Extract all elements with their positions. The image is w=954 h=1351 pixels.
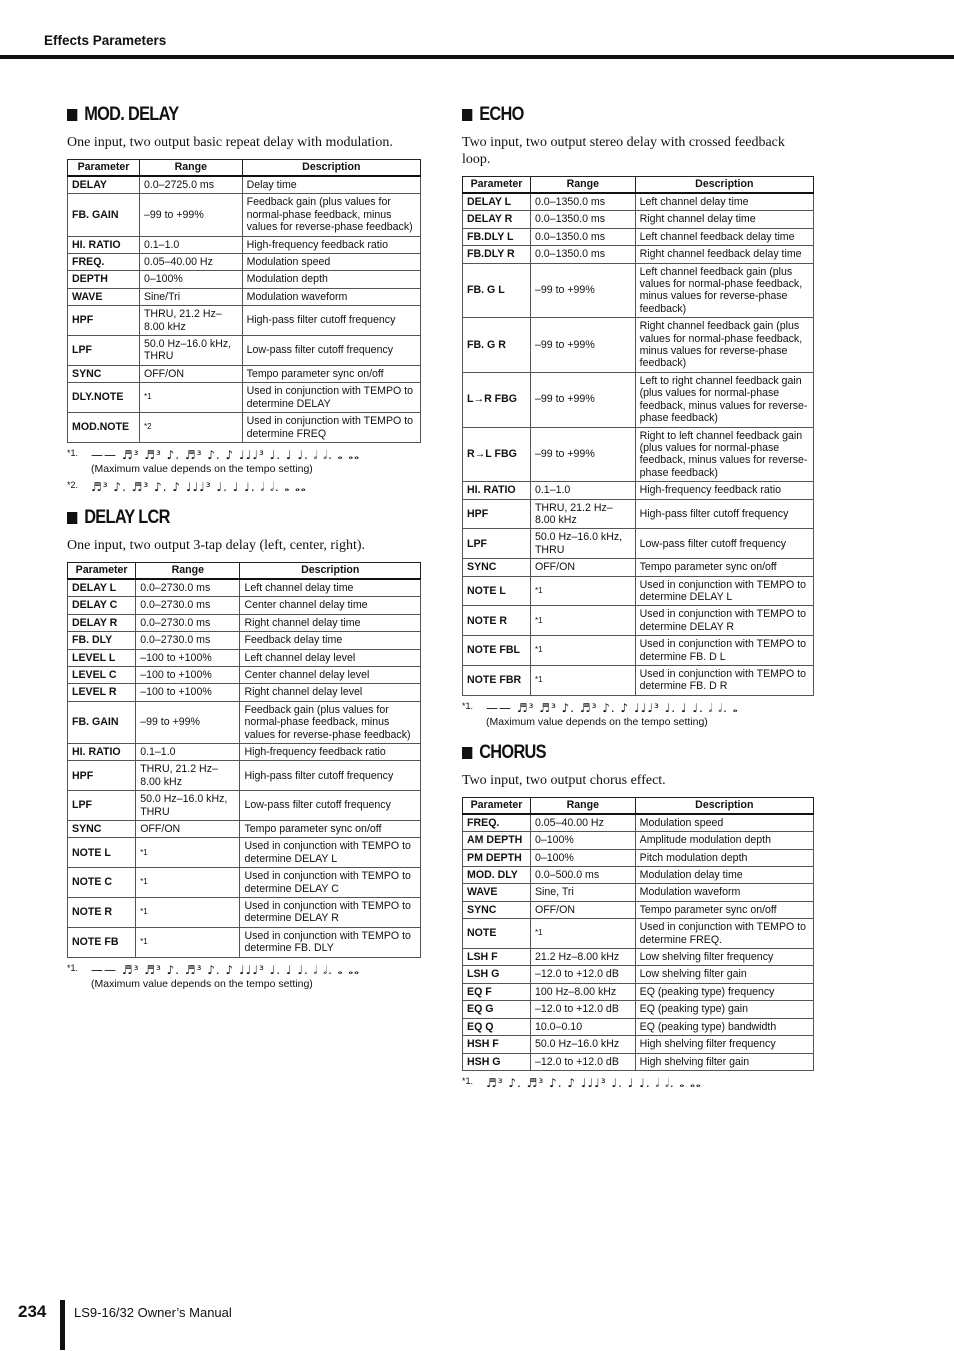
param-name: NOTE — [463, 919, 531, 949]
table-row — [463, 559, 814, 576]
table-row — [463, 211, 814, 228]
table-row — [68, 868, 421, 898]
param-range: 0.0–2730.0 ms — [136, 597, 240, 614]
param-description: Left channel delay level — [240, 649, 421, 666]
param-name: SYNC — [68, 365, 140, 382]
table-row — [463, 529, 814, 559]
table-row — [68, 684, 421, 701]
param-description: Tempo parameter sync on/off — [242, 365, 420, 382]
table-row — [463, 919, 814, 949]
param-description: Right channel delay time — [635, 211, 813, 228]
table-row — [463, 1001, 814, 1018]
param-name: HPF — [68, 761, 136, 791]
header-description: Description — [635, 797, 813, 814]
param-range: THRU, 21.2 Hz–8.00 kHz — [139, 306, 242, 336]
table-row — [463, 814, 814, 832]
table-row — [68, 597, 421, 614]
param-range: *2 — [139, 413, 242, 443]
param-range: 100 Hz–8.00 kHz — [530, 983, 635, 1000]
header-range: Range — [136, 562, 240, 579]
param-range: OFF/ON — [136, 821, 240, 838]
param-description: High-frequency feedback ratio — [242, 236, 420, 253]
param-name: MOD.NOTE — [68, 413, 140, 443]
param-range: 0–100% — [530, 849, 635, 866]
param-name: DELAY L — [68, 579, 136, 597]
param-description: Used in conjunction with TEMPO to determine FREQ. — [635, 919, 813, 949]
param-name: NOTE FB — [68, 927, 136, 957]
table-row — [68, 649, 421, 666]
param-description: EQ (peaking type) bandwidth — [635, 1018, 813, 1035]
param-range: 0.0–2730.0 ms — [136, 579, 240, 597]
mod-delay-section — [67, 104, 421, 495]
param-name: FB. G L — [463, 263, 531, 318]
param-name: HSH F — [463, 1036, 531, 1053]
param-table — [462, 797, 814, 1071]
footnote-text: (Maximum value depends on the tempo setting) — [91, 462, 313, 475]
param-range: 50.0 Hz–16.0 kHz, THRU — [530, 529, 635, 559]
param-range: *1 — [139, 383, 242, 413]
section-title-text: CHORUS — [479, 741, 546, 763]
footnote-label: *2. — [67, 479, 79, 490]
header-parameter: Parameter — [68, 160, 140, 177]
param-name: FB.DLY L — [463, 228, 531, 245]
param-name: L→R FBG — [463, 372, 531, 427]
param-description: Modulation depth — [242, 271, 420, 288]
param-description: Used in conjunction with TEMPO to determine DELAY — [242, 383, 420, 413]
param-name: SYNC — [68, 821, 136, 838]
section-description: One input, two output basic repeat delay with modulation. — [67, 135, 393, 150]
param-description: Delay time — [242, 176, 420, 194]
table-row — [68, 743, 421, 760]
param-range: –12.0 to +12.0 dB — [530, 1053, 635, 1070]
param-description: Modulation speed — [242, 254, 420, 271]
param-range: 0.1–1.0 — [139, 236, 242, 253]
param-range: 0.0–1350.0 ms — [530, 246, 635, 263]
param-description: Pitch modulation depth — [635, 849, 813, 866]
param-description: Low-pass filter cutoff frequency — [242, 336, 420, 366]
page-header-title: Effects Parameters — [44, 33, 167, 48]
table-row — [463, 1018, 814, 1035]
section-title — [67, 507, 371, 529]
table-row — [463, 849, 814, 866]
header-parameter: Parameter — [68, 562, 136, 579]
square-bullet-icon — [462, 109, 472, 121]
param-range: *1 — [136, 898, 240, 928]
header-parameter: Parameter — [463, 797, 531, 814]
param-name: LSH F — [463, 949, 531, 966]
footnote-1 — [67, 963, 421, 990]
param-range: 0.0–1350.0 ms — [530, 228, 635, 245]
note-symbols: —— ♬³ ♬³ ♪. ♬³ ♪. ♪ ♩♩♩³ ♩. ♩ ♩. 𝅗𝅥 𝅗𝅥. 𝅝 𝅝𝅝 — [91, 447, 360, 462]
param-name: FB. DLY — [68, 632, 136, 649]
param-name: PM DEPTH — [463, 849, 531, 866]
param-range: 0.1–1.0 — [136, 743, 240, 760]
param-name: HI. RATIO — [68, 743, 136, 760]
param-description: Right channel feedback delay time — [635, 246, 813, 263]
param-range: –100 to +100% — [136, 684, 240, 701]
table-row — [463, 499, 814, 529]
section-description: One input, two output 3-tap delay (left, center, right). — [67, 537, 366, 553]
param-range: 50.0 Hz–16.0 kHz, THRU — [136, 791, 240, 821]
note-symbols: ♬³ ♪. ♬³ ♪. ♪ ♩♩♩³ ♩. ♩ ♩. 𝅗𝅥 𝅗𝅥. 𝅝 𝅝𝅝 — [486, 1075, 702, 1090]
table-row — [463, 983, 814, 1000]
param-description: Left channel feedback delay time — [635, 228, 813, 245]
param-description: Used in conjunction with TEMPO to determine FREQ — [242, 413, 420, 443]
param-description: Used in conjunction with TEMPO to determine FB. D R — [635, 666, 813, 696]
param-description: Tempo parameter sync on/off — [635, 559, 813, 576]
param-description: Right channel delay level — [240, 684, 421, 701]
param-range: *1 — [136, 868, 240, 898]
delay-lcr-section — [67, 507, 421, 990]
param-range: THRU, 21.2 Hz–8.00 kHz — [136, 761, 240, 791]
param-description: Used in conjunction with TEMPO to determine DELAY C — [240, 868, 421, 898]
param-name: EQ F — [463, 983, 531, 1000]
param-description: Tempo parameter sync on/off — [240, 821, 421, 838]
table-row — [463, 832, 814, 849]
table-row — [463, 482, 814, 499]
table-row — [463, 867, 814, 884]
footnote-1 — [67, 448, 421, 475]
footnote-label: *1. — [462, 1075, 474, 1086]
param-table — [67, 159, 421, 443]
param-description: High-pass filter cutoff frequency — [240, 761, 421, 791]
param-name: NOTE FBR — [463, 666, 531, 696]
table-row — [68, 236, 421, 253]
param-range: *1 — [530, 666, 635, 696]
footnote-1 — [462, 701, 814, 728]
table-row — [68, 579, 421, 597]
chorus-section — [462, 742, 814, 1091]
param-name: HI. RATIO — [68, 236, 140, 253]
square-bullet-icon — [67, 109, 77, 121]
param-description: Feedback gain (plus values for normal-phase feedback, minus values for reverse-phase feedback) — [242, 194, 420, 236]
param-name: FB. GAIN — [68, 701, 136, 743]
param-range: OFF/ON — [530, 901, 635, 918]
param-range: *1 — [530, 576, 635, 606]
param-range: 0.0–2730.0 ms — [136, 632, 240, 649]
param-description: Modulation waveform — [242, 288, 420, 305]
section-title-text: DELAY LCR — [84, 506, 170, 528]
param-name: DELAY R — [68, 614, 136, 631]
note-symbols: —— ♬³ ♬³ ♪. ♬³ ♪. ♪ ♩♩♩³ ♩. ♩ ♩. 𝅗𝅥 𝅗𝅥. 𝅝 — [486, 700, 739, 715]
table-header-row — [68, 562, 421, 579]
table-row — [68, 413, 421, 443]
table-row — [68, 666, 421, 683]
table-row — [463, 576, 814, 606]
footnote-text: (Maximum value depends on the tempo setting) — [91, 977, 313, 990]
table-row — [463, 193, 814, 211]
param-name: LEVEL C — [68, 666, 136, 683]
param-description: High-pass filter cutoff frequency — [635, 499, 813, 529]
param-range: OFF/ON — [139, 365, 242, 382]
param-range: 21.2 Hz–8.00 kHz — [530, 949, 635, 966]
table-row — [463, 246, 814, 263]
param-description: High shelving filter frequency — [635, 1036, 813, 1053]
table-row — [68, 927, 421, 957]
param-description: Left channel delay time — [635, 193, 813, 211]
param-range: 0.0–1350.0 ms — [530, 211, 635, 228]
param-range: –100 to +100% — [136, 649, 240, 666]
param-name: FB. GAIN — [68, 194, 140, 236]
param-name: NOTE R — [68, 898, 136, 928]
param-description: Right channel feedback gain (plus values for normal-phase feedback, minus values for reverse-phase feedback) — [635, 318, 813, 373]
param-range: 0.05–40.00 Hz — [139, 254, 242, 271]
param-name: LPF — [68, 791, 136, 821]
param-table — [67, 562, 421, 958]
header-range: Range — [530, 177, 635, 194]
param-name: HSH G — [463, 1053, 531, 1070]
param-range: *1 — [136, 838, 240, 868]
param-description: Low-pass filter cutoff frequency — [635, 529, 813, 559]
param-range: *1 — [530, 636, 635, 666]
echo-section — [462, 104, 814, 728]
param-description: EQ (peaking type) frequency — [635, 983, 813, 1000]
param-description: Left channel delay time — [240, 579, 421, 597]
param-range: 0.0–500.0 ms — [530, 867, 635, 884]
param-name: LPF — [463, 529, 531, 559]
param-description: Used in conjunction with TEMPO to determine DELAY R — [240, 898, 421, 928]
footnote-2 — [67, 480, 421, 495]
param-range: –12.0 to +12.0 dB — [530, 1001, 635, 1018]
param-description: Low shelving filter frequency — [635, 949, 813, 966]
table-row — [68, 701, 421, 743]
param-range: *1 — [530, 919, 635, 949]
table-row — [463, 1036, 814, 1053]
table-row — [463, 884, 814, 901]
header-description: Description — [240, 562, 421, 579]
param-description: Used in conjunction with TEMPO to determine FB. DLY — [240, 927, 421, 957]
table-row — [68, 821, 421, 838]
param-description: High-pass filter cutoff frequency — [242, 306, 420, 336]
table-row — [463, 1053, 814, 1070]
param-name: FREQ. — [463, 814, 531, 832]
param-name: LSH G — [463, 966, 531, 983]
note-symbols: —— ♬³ ♬³ ♪. ♬³ ♪. ♪ ♩♩♩³ ♩. ♩ ♩. 𝅗𝅥 𝅗𝅥. 𝅝 𝅝𝅝 — [91, 962, 360, 977]
table-row — [68, 383, 421, 413]
section-title — [462, 742, 765, 764]
footnote-label: *1. — [67, 962, 79, 973]
table-row — [68, 761, 421, 791]
table-row — [463, 949, 814, 966]
square-bullet-icon — [67, 512, 77, 524]
param-description: Used in conjunction with TEMPO to determine DELAY L — [240, 838, 421, 868]
param-name: EQ Q — [463, 1018, 531, 1035]
param-range: 0–100% — [139, 271, 242, 288]
table-row — [463, 318, 814, 373]
param-description: Left channel feedback gain (plus values for normal-phase feedback, minus values for reverse-phase feedback) — [635, 263, 813, 318]
param-range: 0.0–2730.0 ms — [136, 614, 240, 631]
param-description: Left to right channel feedback gain (plus values for normal-phase feedback, minus values for reverse-phase feedback) — [635, 372, 813, 427]
param-description: Modulation waveform — [635, 884, 813, 901]
param-name: EQ G — [463, 1001, 531, 1018]
param-name: DELAY R — [463, 211, 531, 228]
table-row — [68, 336, 421, 366]
table-row — [463, 666, 814, 696]
param-range: 0.0–2725.0 ms — [139, 176, 242, 194]
param-description: Used in conjunction with TEMPO to determine DELAY R — [635, 606, 813, 636]
param-description: Low shelving filter gain — [635, 966, 813, 983]
param-name: DLY.NOTE — [68, 383, 140, 413]
param-name: LEVEL R — [68, 684, 136, 701]
param-name: AM DEPTH — [463, 832, 531, 849]
param-name: FREQ. — [68, 254, 140, 271]
param-name: SYNC — [463, 559, 531, 576]
param-description: Modulation delay time — [635, 867, 813, 884]
param-range: –99 to +99% — [139, 194, 242, 236]
table-header-row — [68, 160, 421, 177]
param-range: 0.05–40.00 Hz — [530, 814, 635, 832]
table-row — [68, 791, 421, 821]
param-range: Sine, Tri — [530, 884, 635, 901]
table-row — [68, 176, 421, 194]
param-description: Right to left channel feedback gain (plus values for normal-phase feedback, minus values for reverse-phase feedback) — [635, 427, 813, 482]
table-row — [68, 194, 421, 236]
param-description: Low-pass filter cutoff frequency — [240, 791, 421, 821]
param-name: HPF — [68, 306, 140, 336]
header-range: Range — [139, 160, 242, 177]
param-description: Amplitude modulation depth — [635, 832, 813, 849]
footnote-text: (Maximum value depends on the tempo setting) — [486, 715, 708, 728]
left-column — [67, 104, 421, 990]
footnote-label: *1. — [67, 447, 79, 458]
param-range: –99 to +99% — [136, 701, 240, 743]
header-rule — [0, 55, 954, 59]
param-range: –99 to +99% — [530, 263, 635, 318]
page-number: 234 — [18, 1302, 47, 1321]
param-name: LPF — [68, 336, 140, 366]
param-name: SYNC — [463, 901, 531, 918]
param-range: 0–100% — [530, 832, 635, 849]
param-table — [462, 176, 814, 696]
param-description: Center channel delay level — [240, 666, 421, 683]
param-name: HI. RATIO — [463, 482, 531, 499]
header-parameter: Parameter — [463, 177, 531, 194]
header-description: Description — [242, 160, 420, 177]
param-name: NOTE C — [68, 868, 136, 898]
section-title — [67, 104, 371, 126]
footnote-label: *1. — [462, 700, 474, 711]
param-description: High-frequency feedback ratio — [635, 482, 813, 499]
param-description: Modulation speed — [635, 814, 813, 832]
param-range: 10.0–0.10 — [530, 1018, 635, 1035]
param-name: FB.DLY R — [463, 246, 531, 263]
table-row — [68, 365, 421, 382]
param-description: Tempo parameter sync on/off — [635, 901, 813, 918]
table-row — [463, 901, 814, 918]
section-description: Two input, two output stereo delay with crossed feedback loop. — [462, 135, 785, 167]
footer-bar — [60, 1300, 65, 1350]
note-symbols: ♬³ ♪. ♬³ ♪. ♪ ♩♩♩³ ♩. ♩ ♩. 𝅗𝅥 𝅗𝅥. 𝅝 𝅝𝅝 — [91, 479, 307, 494]
param-range: –99 to +99% — [530, 427, 635, 482]
param-range: 0.0–1350.0 ms — [530, 193, 635, 211]
param-range: –100 to +100% — [136, 666, 240, 683]
param-description: High shelving filter gain — [635, 1053, 813, 1070]
header-range: Range — [530, 797, 635, 814]
param-name: DELAY C — [68, 597, 136, 614]
table-row — [463, 966, 814, 983]
table-row — [463, 372, 814, 427]
table-row — [68, 898, 421, 928]
table-row — [463, 636, 814, 666]
section-title-text: MOD. DELAY — [84, 104, 179, 125]
table-row — [68, 614, 421, 631]
param-range: –99 to +99% — [530, 318, 635, 373]
header-description: Description — [635, 177, 813, 194]
section-title-text: ECHO — [479, 104, 524, 125]
section-description: Two input, two output chorus effect. — [462, 772, 666, 788]
param-description: Right channel delay time — [240, 614, 421, 631]
param-range: –99 to +99% — [530, 372, 635, 427]
table-row — [68, 254, 421, 271]
param-range: *1 — [530, 606, 635, 636]
param-name: DELAY — [68, 176, 140, 194]
param-range: 0.1–1.0 — [530, 482, 635, 499]
right-column — [462, 104, 814, 1091]
param-range: OFF/ON — [530, 559, 635, 576]
param-name: MOD. DLY — [463, 867, 531, 884]
section-title — [462, 104, 765, 126]
param-range: 50.0 Hz–16.0 kHz, THRU — [139, 336, 242, 366]
param-name: NOTE L — [68, 838, 136, 868]
manual-title: LS9-16/32 Owner’s Manual — [74, 1305, 232, 1320]
table-row — [68, 288, 421, 305]
param-name: NOTE L — [463, 576, 531, 606]
table-row — [68, 838, 421, 868]
param-description: High-frequency feedback ratio — [240, 743, 421, 760]
table-header-row — [463, 177, 814, 194]
param-range: –12.0 to +12.0 dB — [530, 966, 635, 983]
table-row — [463, 427, 814, 482]
footnote-1 — [462, 1076, 814, 1091]
param-range: *1 — [136, 927, 240, 957]
table-row — [68, 632, 421, 649]
table-header-row — [463, 797, 814, 814]
table-row — [463, 228, 814, 245]
table-row — [463, 263, 814, 318]
param-name: R→L FBG — [463, 427, 531, 482]
param-name: DEPTH — [68, 271, 140, 288]
param-description: EQ (peaking type) gain — [635, 1001, 813, 1018]
param-name: DELAY L — [463, 193, 531, 211]
param-description: Used in conjunction with TEMPO to determine FB. D L — [635, 636, 813, 666]
param-name: LEVEL L — [68, 649, 136, 666]
param-description: Center channel delay time — [240, 597, 421, 614]
param-description: Feedback gain (plus values for normal-phase feedback, minus values for reverse-phase feedback) — [240, 701, 421, 743]
param-range: THRU, 21.2 Hz–8.00 kHz — [530, 499, 635, 529]
param-name: FB. G R — [463, 318, 531, 373]
param-name: NOTE FBL — [463, 636, 531, 666]
table-row — [463, 606, 814, 636]
param-name: WAVE — [463, 884, 531, 901]
param-range: Sine/Tri — [139, 288, 242, 305]
param-name: WAVE — [68, 288, 140, 305]
param-description: Feedback delay time — [240, 632, 421, 649]
param-description: Used in conjunction with TEMPO to determine DELAY L — [635, 576, 813, 606]
param-name: NOTE R — [463, 606, 531, 636]
square-bullet-icon — [462, 747, 472, 759]
param-range: 50.0 Hz–16.0 kHz — [530, 1036, 635, 1053]
param-name: HPF — [463, 499, 531, 529]
table-row — [68, 306, 421, 336]
table-row — [68, 271, 421, 288]
